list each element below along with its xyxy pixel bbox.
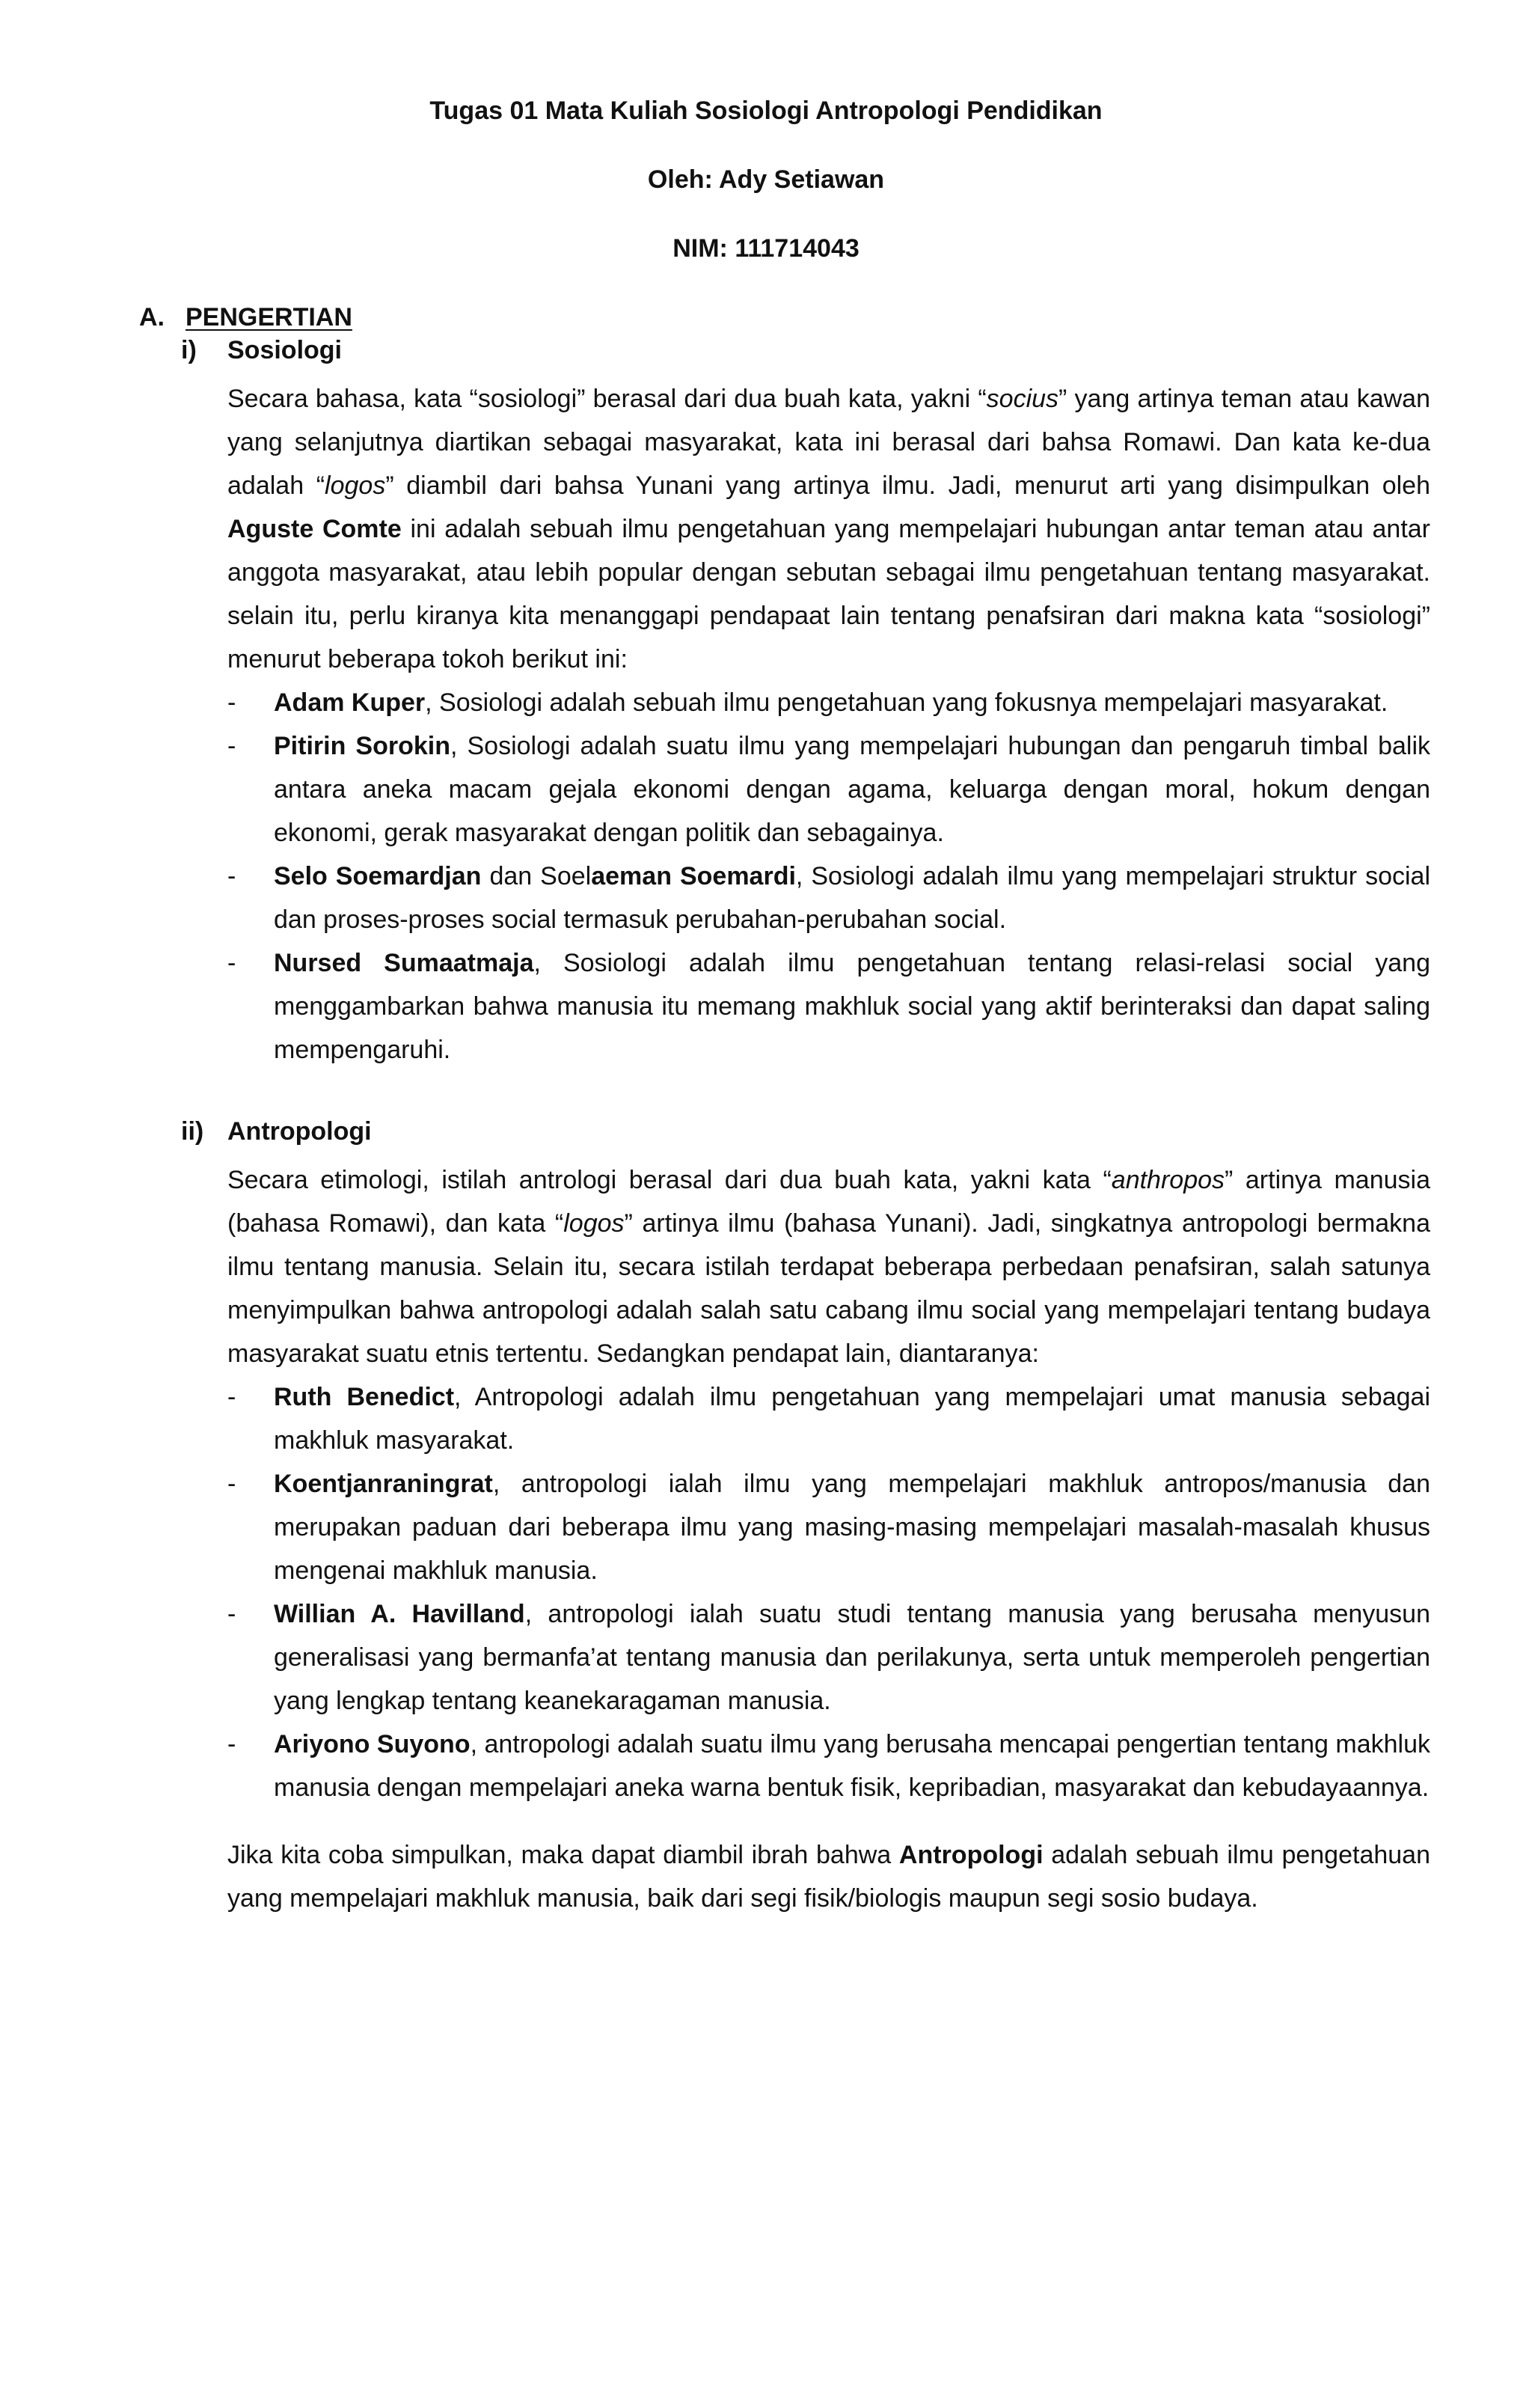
text-run: Jika kita coba simpulkan, maka dapat diambil ibrah bahwa <box>227 1841 899 1869</box>
text-run: dan Soel <box>481 862 592 890</box>
term-anthropos: anthropos <box>1111 1166 1225 1194</box>
definition-text: , Sosiologi adalah suatu ilmu yang mempelajari hubungan dan pengaruh timbal balik antara aneka macam gejala ekonomi dengan agama, keluarga dengan moral, hokum dengan ekonomi, gerak masyarakat dengan politik dan sebagainya. <box>274 732 1430 847</box>
list-item <box>227 1462 1430 1592</box>
term-logos: logos <box>563 1209 625 1238</box>
spacer <box>181 1072 1441 1115</box>
list-item <box>227 1375 1430 1462</box>
scholar-name: Ruth Benedict <box>274 1383 455 1411</box>
spacer <box>227 1809 1430 1833</box>
scholar-name: aeman Soemardi <box>591 862 796 890</box>
list-item-text <box>274 941 1430 1072</box>
text-run: Secara bahasa, kata “sosiologi” berasal dari dua buah kata, yakni “ <box>227 385 987 413</box>
sosiologi-intro-paragraph <box>227 377 1430 681</box>
dash-bullet: - <box>227 1470 236 1498</box>
scholar-name: Willian A. Havilland <box>274 1600 525 1628</box>
scholar-name: Nursed Sumaatmaja <box>274 949 534 977</box>
list-item <box>227 681 1430 724</box>
text-run: ” yang artinya teman atau kawan yang selanjutnya diartikan sebagai masyarakat, kata ini berasal dari bahsa Romawi. Dan kata ke-dua adalah “ <box>227 385 1430 500</box>
sosiologi-body <box>227 377 1430 1072</box>
subsection-title: Antropologi <box>227 1117 372 1146</box>
subsection-number: i) <box>181 336 197 364</box>
definition-text: , antropologi ialah ilmu yang mempelajari makhluk antropos/manusia dan merupakan paduan dari beberapa ilmu yang masing-masing mempelajari masalah-masalah khusus mengenai makhluk manusia. <box>274 1470 1430 1585</box>
text-run: ” diambil dari bahsa Yunani yang artinya ilmu. Jadi, menurut arti yang disimpulkan oleh <box>385 471 1430 500</box>
text-run: ini adalah sebuah ilmu pengetahuan yang mempelajari hubungan antar teman atau antar anggota masyarakat, atau lebih popular dengan sebutan sebagai ilmu pengetahuan tentang masyarakat. selain itu, perlu kiranya kita menanggapi pendapaat lain tentang penafsiran dari makna kata “sosiologi” menurut beberapa tokoh berikut ini: <box>227 515 1431 673</box>
text-run: Secara etimologi, istilah antrologi berasal dari dua buah kata, yakni kata “ <box>227 1166 1112 1194</box>
dash-bullet: - <box>227 732 236 760</box>
list-item <box>227 1592 1430 1723</box>
list-item <box>227 1723 1430 1809</box>
subsection-title: Sosiologi <box>227 336 342 364</box>
document-title: Tugas 01 Mata Kuliah Sosiologi Antropologi Pendidikan <box>429 97 1103 125</box>
list-item-text <box>274 1375 1430 1462</box>
author-line: Oleh: Ady Setiawan <box>647 165 885 194</box>
antropologi-definition-list <box>227 1375 1430 1809</box>
definition-text: , Sosiologi adalah sebuah ilmu pengetahuan yang fokusnya mempelajari masyarakat. <box>425 688 1388 717</box>
subsection-antropologi-heading <box>181 1115 1441 1158</box>
text-run: adalah sebuah ilmu pengetahuan yang mempelajari makhluk manusia, baik dari segi fisik/biologis maupun segi sosio budaya. <box>227 1841 1430 1913</box>
scholar-name: Koentjanraningrat <box>274 1470 493 1498</box>
term-socius: socius <box>986 385 1059 413</box>
section-letter: A. <box>139 303 165 331</box>
definition-text: , Sosiologi adalah ilmu pengetahuan tentang relasi-relasi social yang menggambarkan bahwa manusia itu memang makhluk social yang aktif berinteraksi dan dapat saling mempengaruhi. <box>274 949 1430 1064</box>
list-item-text <box>274 1723 1430 1809</box>
text-run: ” artinya ilmu (bahasa Yunani). Jadi, singkatnya antropologi bermakna ilmu tentang manusia. Selain itu, secara istilah terdapat beberapa perbedaan penafsiran, salah satunya menyimpulkan bahwa antropologi adalah salah satu cabang ilmu social yang mempelajari tentang budaya masyarakat suatu etnis tertentu. Sedangkan pendapat lain, diantaranya: <box>227 1209 1430 1368</box>
dash-bullet: - <box>227 688 236 717</box>
section-a <box>139 301 1441 1920</box>
text-run: ” artinya manusia (bahasa Romawi), dan kata “ <box>227 1166 1430 1238</box>
scholar-name: Selo Soemardjan <box>274 862 482 890</box>
dash-bullet: - <box>227 1730 236 1758</box>
antropologi-body <box>227 1158 1430 1920</box>
definition-text: , Sosiologi adalah ilmu yang mempelajari struktur social dan proses-proses social termasuk perubahan-perubahan social. <box>274 862 1431 934</box>
scholar-name: Ariyono Suyono <box>274 1730 471 1758</box>
list-item-text <box>274 724 1430 855</box>
list-item <box>227 724 1430 855</box>
list-item-text <box>274 855 1430 941</box>
subsection-number: ii) <box>181 1117 204 1146</box>
name-aguste-comte: Aguste Comte <box>227 515 402 543</box>
list-item <box>227 941 1430 1072</box>
subsection-sosiologi <box>181 334 1441 1920</box>
dash-bullet: - <box>227 1600 236 1628</box>
definition-text: , Antropologi adalah ilmu pengetahuan yang mempelajari umat manusia sebagai makhluk masyarakat. <box>274 1383 1430 1455</box>
section-a-heading <box>139 301 1441 334</box>
dash-bullet: - <box>227 949 236 977</box>
student-id-line: NIM: 111714043 <box>672 234 860 263</box>
scholar-name: Adam Kuper <box>274 688 426 717</box>
scholar-name: Pitirin Sorokin <box>274 732 450 760</box>
sosiologi-definition-list <box>227 681 1430 1072</box>
conclusion-paragraph <box>227 1833 1430 1920</box>
definition-text: , antropologi adalah suatu ilmu yang berusaha mencapai pengertian tentang makhluk manusia dengan mempelajari aneka warna bentuk fisik, kepribadian, masyarakat dan kebudayaannya. <box>274 1730 1430 1802</box>
list-item <box>227 855 1430 941</box>
list-item-text <box>274 1592 1430 1723</box>
list-item-text <box>274 681 1430 724</box>
subsection-sosiologi-heading <box>181 334 1441 377</box>
dash-bullet: - <box>227 862 236 890</box>
dash-bullet: - <box>227 1383 236 1411</box>
definition-text: , antropologi ialah suatu studi tentang manusia yang berusaha menyusun generalisasi yang bermanfa’at tentang manusia dan perilakunya, serta untuk memperoleh pengertian yang lengkap tentang keanekaragaman manusia. <box>274 1600 1430 1715</box>
term-antropologi: Antropologi <box>898 1841 1044 1869</box>
list-item-text <box>274 1462 1430 1592</box>
antropologi-intro-paragraph <box>227 1158 1430 1375</box>
term-logos: logos <box>325 471 386 500</box>
section-title: PENGERTIAN <box>186 303 352 331</box>
